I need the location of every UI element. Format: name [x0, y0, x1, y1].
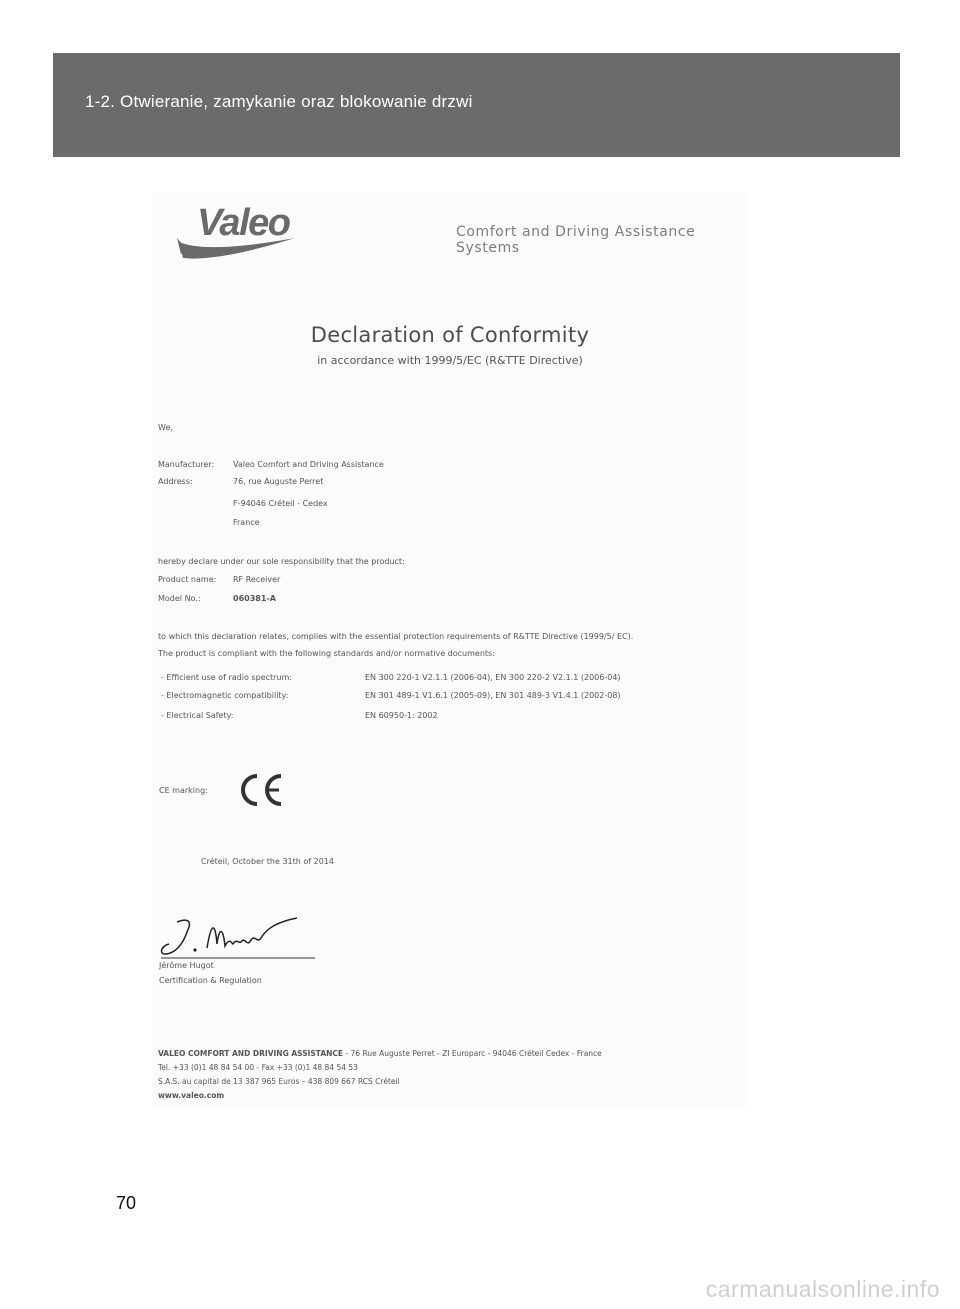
footer-capital: S.A.S. au capital de 13 387 965 Euros – 438 809 667 RCS Créteil [158, 1077, 400, 1086]
manufacturer-value: Valeo Comfort and Driving Assistance [233, 460, 384, 469]
compliant-text: The product is compliant with the following standards and/or normative documents: [158, 649, 495, 658]
company-tagline: Comfort and Driving Assistance Systems [456, 224, 696, 256]
model-value: 060381-A [233, 594, 276, 603]
standard-value: EN 60950-1: 2002 [365, 711, 438, 720]
document-subtitle: in accordance with 1999/5/EC (R&TTE Directive) [317, 354, 583, 367]
valeo-logo [177, 198, 307, 262]
standard-value: EN 300 220-1 V2.1.1 (2006-04), EN 300 220-2 V2.1.1 (2006-04) [365, 673, 621, 682]
page-number: 70 [116, 1193, 137, 1213]
we-text: We, [158, 423, 173, 432]
address-line: France [233, 518, 260, 527]
footer-phone: Tel. +33 (0)1 48 84 54 00 - Fax +33 (0)1 48 84 54 53 [158, 1063, 358, 1072]
product-label: Product name: [158, 575, 217, 584]
section-title: 1-2. Otwieranie, zamykanie oraz blokowanie drzwi [85, 92, 473, 111]
address-line: 76, rue Auguste Perret [233, 477, 324, 486]
declare-text: hereby declare under our sole responsibility that the product: [158, 557, 405, 566]
site-watermark: carmanualsonline.info [705, 1276, 940, 1302]
product-value: RF Receiver [233, 575, 281, 584]
date-text: Créteil, October the 31th of 2014 [201, 857, 334, 866]
footer-company-address: - 76 Rue Auguste Perret - ZI Europarc - 94046 Créteil Cedex - France [343, 1049, 602, 1058]
ce-label: CE marking: [159, 786, 208, 795]
ce-mark-icon [237, 772, 285, 808]
signatory-title: Certification & Regulation [159, 976, 262, 985]
relates-text: to which this declaration relates, complies with the essential protection requirements of R&TTE Directive (1999/5/ EC). [158, 632, 634, 641]
signatory-name: Jérôme Hugot [159, 961, 214, 970]
logo-wordmark: Valeo [197, 202, 290, 244]
footer-website[interactable]: www.valeo.com [158, 1091, 225, 1100]
standard-label: - Electromagnetic compatibility: [161, 691, 289, 700]
signature-image [157, 914, 317, 962]
standard-value: EN 301 489-1 V1.6.1 (2005-09), EN 301 489-3 V1.4.1 (2002-08) [365, 691, 621, 700]
standard-label: - Electrical Safety: [161, 711, 234, 720]
declaration-document [153, 192, 747, 1107]
section-header [53, 53, 900, 157]
manufacturer-label: Manufacturer: [158, 460, 215, 469]
address-line: F-94046 Créteil - Cedex [233, 499, 328, 508]
address-label: Address: [158, 477, 193, 486]
model-label: Model No.: [158, 594, 201, 603]
footer-company-line [158, 1049, 602, 1058]
footer-company: VALEO COMFORT AND DRIVING ASSISTANCE [158, 1049, 344, 1058]
document-title: Declaration of Conformity [310, 323, 590, 347]
standard-label: - Efficient use of radio spectrum: [161, 673, 292, 682]
